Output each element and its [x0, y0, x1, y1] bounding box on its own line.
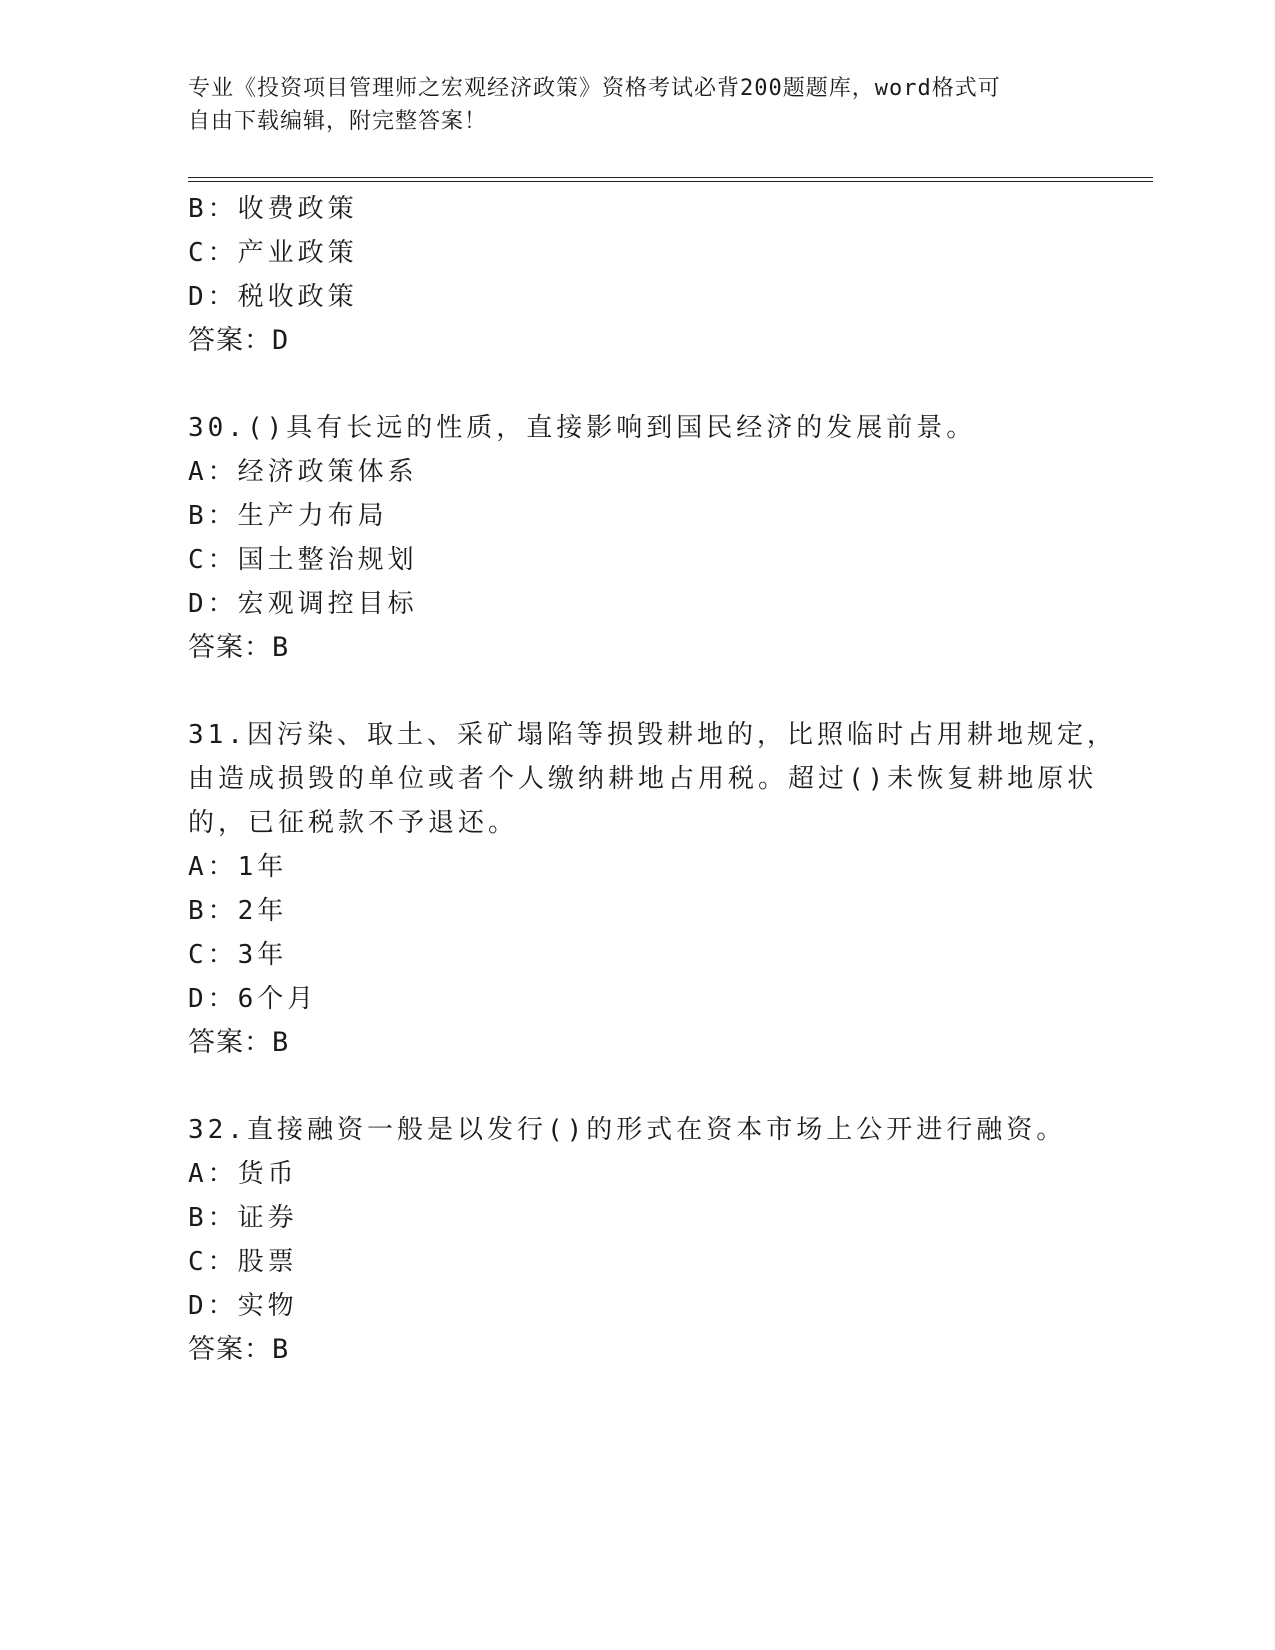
- option-b: B：2年: [188, 896, 288, 926]
- document-header: [188, 72, 1068, 138]
- option-c: C：3年: [188, 940, 288, 970]
- answer-label: 答案：B: [188, 632, 290, 663]
- header-divider-bottom: [188, 181, 1153, 182]
- header-line-1: 专业《投资项目管理师之宏观经济政策》资格考试必背200题题库，word格式可: [188, 76, 1001, 101]
- question-stem: 30.()具有长远的性质，直接影响到国民经济的发展前景。: [188, 413, 977, 443]
- question-stem: 的，已征税款不予退还。: [188, 808, 519, 838]
- answer-label: 答案：B: [188, 1334, 290, 1365]
- question-stem: 31.因污染、取土、采矿塌陷等损毁耕地的，比照临时占用耕地规定，: [188, 720, 1117, 750]
- option-a: A：经济政策体系: [188, 457, 418, 487]
- header-line-2: 自由下载编辑，附完整答案！: [188, 109, 488, 134]
- option-b: B：证券: [188, 1203, 298, 1233]
- option-c: C：国土整治规划: [188, 545, 418, 575]
- option-d: D：实物: [188, 1291, 298, 1321]
- option-c: C：股票: [188, 1247, 298, 1277]
- option-b: B：生产力布局: [188, 501, 388, 531]
- answer-label: 答案：D: [188, 325, 290, 356]
- header-divider-top: [188, 177, 1153, 178]
- option-a: A：1年: [188, 852, 288, 882]
- option-a: A：货币: [188, 1159, 298, 1189]
- option-c: C：产业政策: [188, 238, 358, 268]
- answer-label: 答案：B: [188, 1027, 290, 1058]
- option-d: D：税收政策: [188, 282, 358, 312]
- option-d: D：6个月: [188, 984, 318, 1014]
- question-stem: 32.直接融资一般是以发行()的形式在资本市场上公开进行融资。: [188, 1115, 1067, 1145]
- option-d: D：宏观调控目标: [188, 589, 418, 619]
- option-b: B：收费政策: [188, 194, 358, 224]
- question-stem: 由造成损毁的单位或者个人缴纳耕地占用税。超过()未恢复耕地原状: [188, 764, 1098, 794]
